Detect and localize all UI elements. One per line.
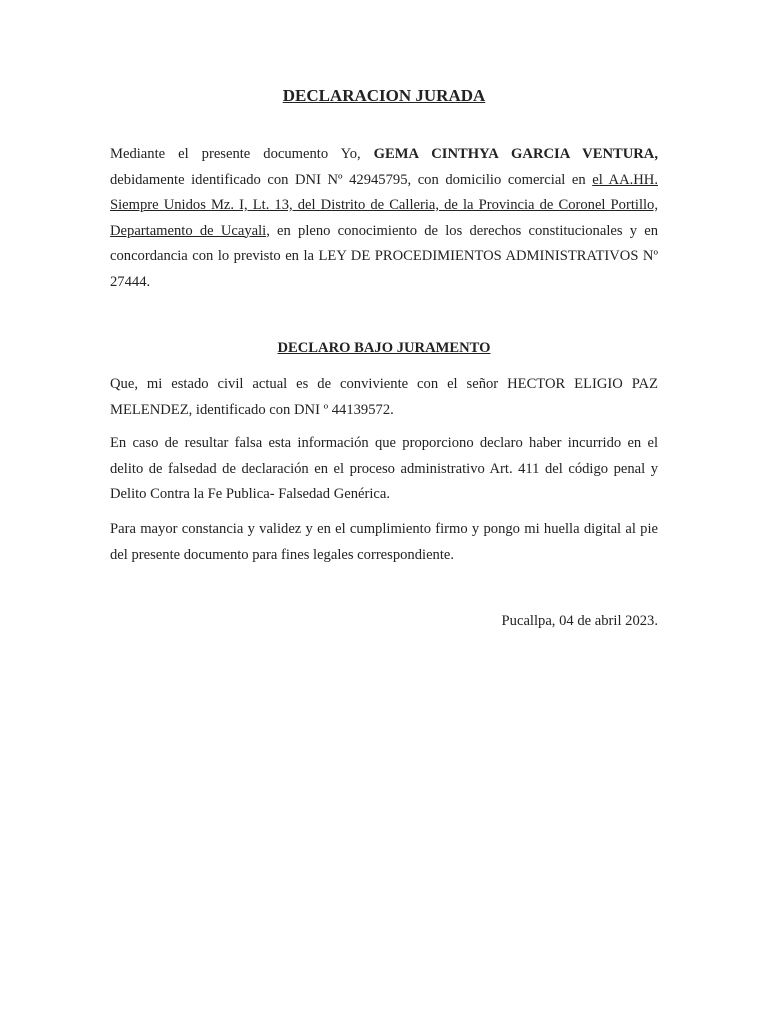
- section-subtitle: DECLARO BAJO JURAMENTO: [277, 340, 491, 356]
- intro-text-2: debidamente identificado con DNI Nº 42945795, con domicilio comercial en: [110, 171, 593, 188]
- document-title: DECLARACION JURADA: [282, 86, 486, 105]
- place-date: Pucallpa, 04 de abril 2023.: [501, 613, 658, 629]
- liability-paragraph: En caso de resultar falsa esta información que proporciono declaro haber incurrido en el delito de falsedad de declaración en el proceso administrativo Art. 411 del código penal y Delito Contra la Fe Publica- Falsedad Genérica.: [110, 435, 658, 502]
- declarant-address: el AA.HH. Siempre Unidos Mz. I, Lt. 13, del Distrito de Calleria, de la Provincia de Coronel Portillo, Departamento de Ucayali,: [110, 171, 658, 239]
- intro-paragraph: [110, 142, 658, 295]
- civil-status-paragraph: Que, mi estado civil actual es de conviviente con el señor HECTOR ELIGIO PAZ MELENDEZ, identificado con DNI º 44139572.: [110, 376, 658, 418]
- declarant-name: GEMA CINTHYA GARCIA VENTURA,: [373, 146, 658, 162]
- signature-paragraph: Para mayor constancia y validez y en el cumplimiento firmo y pongo mi huella digital al pie del presente documento para fines legales correspondiente.: [110, 521, 658, 563]
- intro-text-1: Mediante el presente documento Yo,: [110, 146, 374, 162]
- intro-text-3: en pleno conocimiento de los derechos constitucionales y en concordancia con lo previsto en la LEY DE PROCEDIMIENTOS ADMINISTRATIVOS Nº 27444.: [110, 222, 658, 290]
